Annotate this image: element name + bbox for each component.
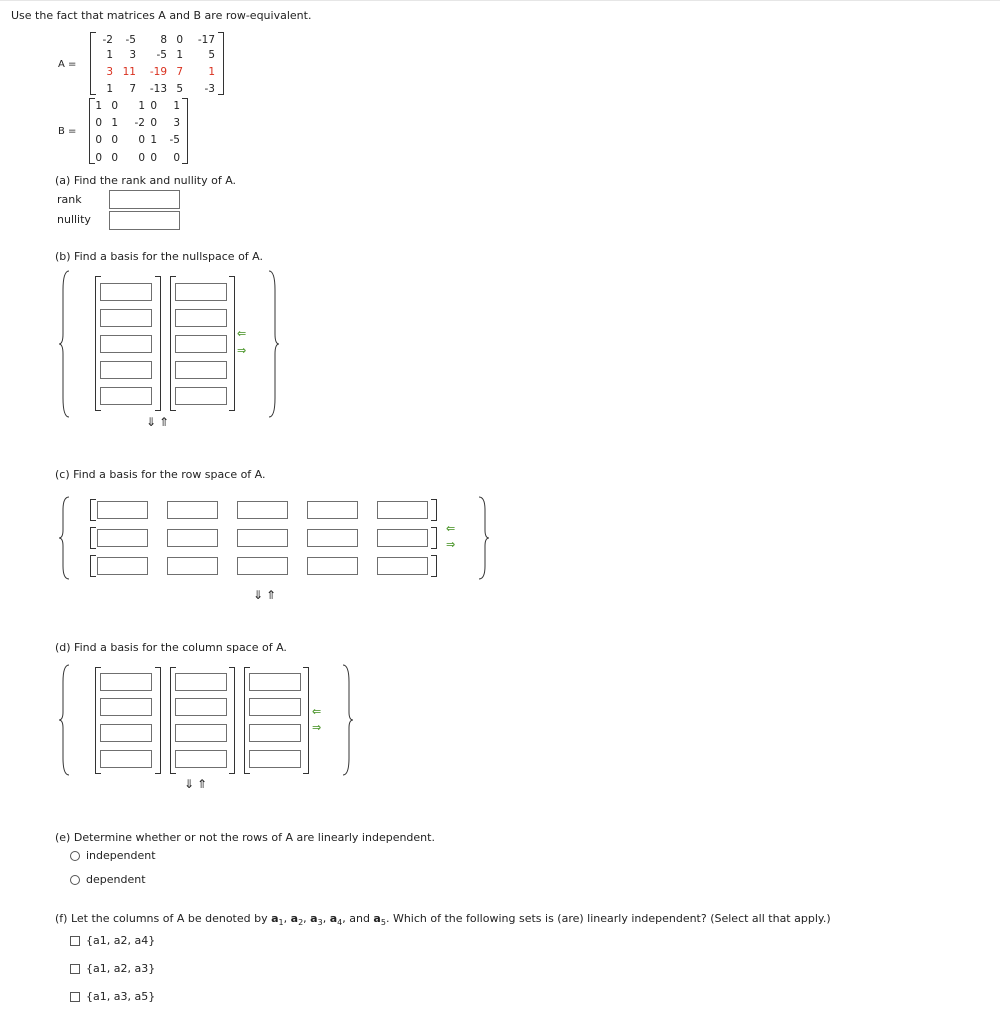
matrix-a-cell: -3 (204, 83, 215, 95)
matrix-a-cell: 8 (160, 34, 167, 46)
matrix-a-cell: 1 (106, 49, 113, 61)
matrix-a-cell: 7 (129, 83, 136, 95)
colspace-vector-entry-input[interactable] (175, 673, 227, 691)
independent-radio[interactable] (70, 851, 80, 861)
matrix-b-cell: 1 (173, 100, 180, 112)
rowspace-vector-entry-input[interactable] (307, 557, 358, 575)
colspace-vector-entry-input[interactable] (175, 750, 227, 768)
rowspace-vector-entry-input[interactable] (237, 501, 288, 519)
colspace-down-arrow-icon[interactable]: ⇓ (184, 777, 195, 791)
matrix-b-cell: 0 (95, 134, 102, 146)
rowspace-vector-right-bracket (431, 527, 437, 549)
nullspace-vector-entry-input[interactable] (175, 361, 227, 379)
remove-row-up-arrow-icon[interactable]: ⇑ (159, 415, 170, 429)
set-a1-a3-a5-checkbox[interactable] (70, 992, 80, 1002)
matrix-a-cell: -13 (149, 83, 167, 95)
matrix-a-cell: -5 (125, 34, 136, 46)
colspace-vector-entry-input[interactable] (100, 698, 152, 716)
top-divider (0, 0, 1000, 1)
matrix-a-cell: 3 (129, 49, 136, 61)
rowspace-vector-entry-input[interactable] (237, 557, 288, 575)
rowspace-vector-entry-input[interactable] (307, 501, 358, 519)
matrix-b-cell: 1 (150, 134, 157, 146)
matrix-a-cell: 5 (176, 83, 183, 95)
matrix-b-cell: 0 (111, 152, 118, 164)
colspace-up-arrow-icon[interactable]: ⇑ (197, 777, 208, 791)
matrix-a-cell: 1 (176, 49, 183, 61)
rowspace-vector-entry-input[interactable] (237, 529, 288, 547)
nullspace-vector-entry-input[interactable] (175, 387, 227, 405)
matrix-a-cell: -2 (102, 34, 113, 46)
nullity-input[interactable] (109, 211, 180, 230)
matrix-a-cell: -17 (197, 34, 215, 46)
rowspace-vector-entry-input[interactable] (377, 529, 428, 547)
matrix-a-cell: 1 (106, 83, 113, 95)
colspace-vector-entry-input[interactable] (175, 698, 227, 716)
rowspace-right-brace (478, 496, 490, 580)
nullspace-vector-right-bracket (155, 276, 161, 411)
rowspace-down-arrow-icon[interactable]: ⇓ (253, 588, 264, 602)
rowspace-vector-left-bracket (90, 499, 96, 521)
part-b-question: (b) Find a basis for the nullspace of A. (55, 250, 263, 263)
independent-label: independent (86, 849, 156, 862)
rowspace-vector-entry-input[interactable] (307, 529, 358, 547)
colspace-vector-entry-input[interactable] (100, 750, 152, 768)
rowspace-vector-entry-input[interactable] (377, 501, 428, 519)
matrix-b-cell: 0 (173, 152, 180, 164)
part-f-question-pre: (f) Let the columns of A be denoted by (55, 912, 268, 925)
matrix-a-cell: 5 (208, 49, 215, 61)
set-a1-a2-a3-label: {a1, a2, a3} (86, 962, 156, 975)
matrix-b-cell: 0 (138, 152, 145, 164)
matrix-a-label: A = (58, 59, 77, 70)
rowspace-vector-entry-input[interactable] (377, 557, 428, 575)
matrix-b-cell: 0 (150, 100, 157, 112)
nullspace-vector-entry-input[interactable] (175, 283, 227, 301)
matrix-a-cell: -19 (149, 66, 167, 78)
matrix-a-cell: -5 (156, 49, 167, 61)
matrix-b-cell: 1 (138, 100, 145, 112)
colspace-remove-left-arrow-icon[interactable]: ⇐ (312, 705, 322, 718)
part-c-question: (c) Find a basis for the row space of A. (55, 468, 266, 481)
rank-input[interactable] (109, 190, 180, 209)
add-row-down-arrow-icon[interactable]: ⇓ (146, 415, 157, 429)
colspace-vector-right-bracket (303, 667, 309, 774)
rowspace-vector-left-bracket (90, 555, 96, 577)
rowspace-vector-entry-input[interactable] (97, 557, 148, 575)
nullity-label: nullity (57, 213, 91, 226)
nullspace-vector-entry-input[interactable] (100, 309, 152, 327)
intro-text: Use the fact that matrices A and B are row-equivalent. (11, 9, 312, 22)
matrix-a-cell: 0 (176, 34, 183, 46)
matrix-a-cell: 1 (208, 66, 215, 78)
dependent-label: dependent (86, 873, 146, 886)
matrix-a-cell: 11 (122, 66, 136, 78)
rowspace-vector-right-bracket (431, 555, 437, 577)
colspace-vector-entry-input[interactable] (249, 750, 301, 768)
matrix-b-cell: -5 (169, 134, 180, 146)
rowspace-remove-left-arrow-icon[interactable]: ⇐ (446, 522, 456, 535)
nullspace-vector-entry-input[interactable] (100, 387, 152, 405)
colspace-vector-entry-input[interactable] (100, 724, 152, 742)
matrix-b-cell: 1 (111, 117, 118, 129)
matrix-a-right-bracket (218, 32, 224, 95)
rank-label: rank (57, 193, 82, 206)
set-a1-a3-a5-label: {a1, a3, a5} (86, 990, 156, 1003)
set-a1-a2-a4-label: {a1, a2, a4} (86, 934, 156, 947)
matrix-b-right-bracket (182, 98, 188, 164)
colspace-vector-entry-input[interactable] (249, 724, 301, 742)
nullspace-left-brace (58, 270, 70, 418)
colspace-vector-entry-input[interactable] (100, 673, 152, 691)
colspace-right-brace (342, 664, 354, 776)
add-vector-right-arrow-icon[interactable]: ⇒ (237, 344, 247, 357)
rowspace-vector-entry-input[interactable] (167, 557, 218, 575)
matrix-a-cell: 7 (176, 66, 183, 78)
rowspace-vector-entry-input[interactable] (167, 529, 218, 547)
nullspace-vector-entry-input[interactable] (175, 309, 227, 327)
matrix-b-cell: -2 (134, 117, 145, 129)
colspace-vector-entry-input[interactable] (249, 673, 301, 691)
rowspace-left-brace (58, 496, 70, 580)
matrix-b-cell: 0 (95, 117, 102, 129)
colspace-left-brace (58, 664, 70, 776)
rowspace-vector-entry-input[interactable] (97, 501, 148, 519)
matrix-b-cell: 0 (138, 134, 145, 146)
remove-vector-left-arrow-icon[interactable]: ⇐ (237, 327, 247, 340)
nullspace-right-brace (268, 270, 280, 418)
matrix-b-label: B = (58, 126, 77, 137)
rowspace-vector-entry-input[interactable] (167, 501, 218, 519)
rowspace-vector-entry-input[interactable] (97, 529, 148, 547)
nullspace-vector-entry-input[interactable] (100, 283, 152, 301)
colspace-vector-right-bracket (229, 667, 235, 774)
part-f-question-post: Which of the following sets is (are) linearly independent? (Select all that apply.) (392, 912, 831, 925)
set-a1-a2-a3-checkbox[interactable] (70, 964, 80, 974)
colspace-vector-entry-input[interactable] (249, 698, 301, 716)
rowspace-vector-right-bracket (431, 499, 437, 521)
part-a-question: (a) Find the rank and nullity of A. (55, 174, 237, 187)
colspace-add-right-arrow-icon[interactable]: ⇒ (312, 721, 322, 734)
colspace-vector-right-bracket (155, 667, 161, 774)
part-f-question: (f) Let the columns of A be denoted by $a_1$, $a_2$, $a_3$, $a_4$, and $a_5$. Which of the following sets is (are) linearly independent? (Select all that apply.) (55, 912, 831, 928)
matrix-b-cell: 0 (150, 152, 157, 164)
part-d-question: (d) Find a basis for the column space of A. (55, 641, 287, 654)
matrix-a-cell: 3 (106, 66, 113, 78)
set-a1-a2-a4-checkbox[interactable] (70, 936, 80, 946)
matrix-b-cell: 0 (111, 134, 118, 146)
nullspace-vector-entry-input[interactable] (100, 361, 152, 379)
matrix-b-cell: 3 (173, 117, 180, 129)
matrix-b-cell: 0 (95, 152, 102, 164)
matrix-b-cell: 1 (95, 100, 102, 112)
matrix-b-cell: 0 (111, 100, 118, 112)
nullspace-vector-entry-input[interactable] (175, 335, 227, 353)
rowspace-add-right-arrow-icon[interactable]: ⇒ (446, 538, 456, 551)
rowspace-up-arrow-icon[interactable]: ⇑ (266, 588, 277, 602)
dependent-radio[interactable] (70, 875, 80, 885)
nullspace-vector-right-bracket (229, 276, 235, 411)
part-e-question: (e) Determine whether or not the rows of A are linearly independent. (55, 831, 435, 844)
rowspace-vector-left-bracket (90, 527, 96, 549)
nullspace-vector-entry-input[interactable] (100, 335, 152, 353)
colspace-vector-entry-input[interactable] (175, 724, 227, 742)
matrix-b-cell: 0 (150, 117, 157, 129)
